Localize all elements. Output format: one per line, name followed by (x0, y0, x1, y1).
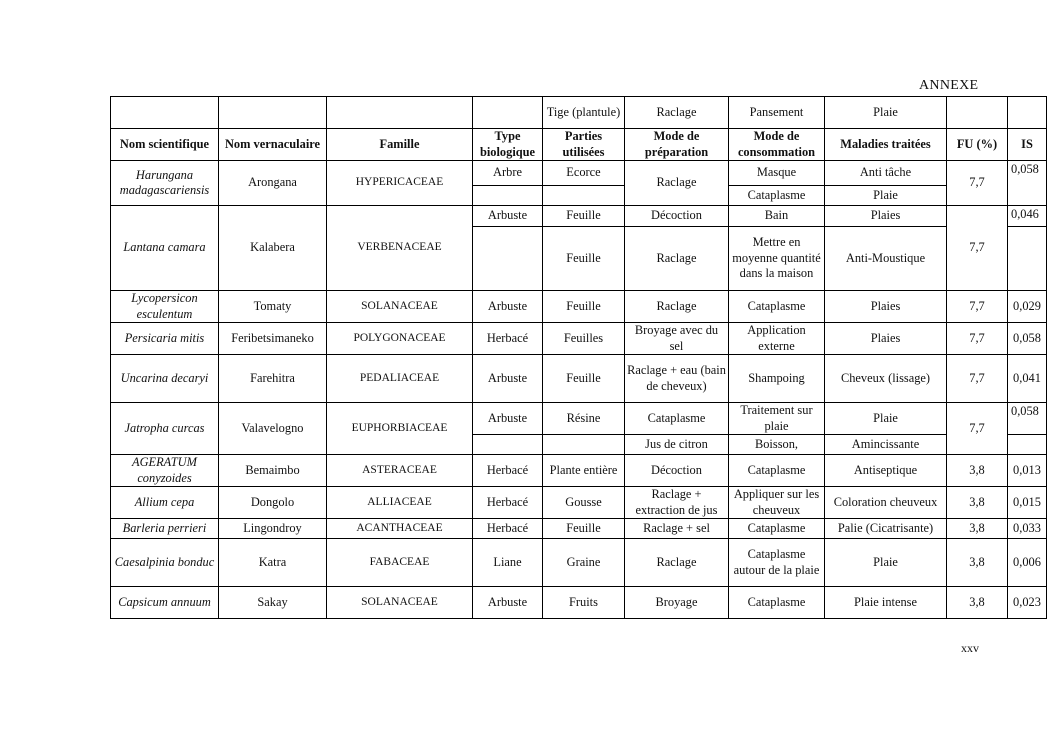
table-row (111, 539, 1047, 587)
is-value: 0,041 (1008, 355, 1047, 403)
preparation-mode: Raclage (625, 227, 729, 291)
preparation-mode: Décoction (625, 455, 729, 487)
preparation-mode: Raclage + eau (bain de cheveux) (625, 355, 729, 403)
annex-heading: ANNEXE (919, 78, 979, 93)
column-header: Mode de consommation (729, 129, 825, 161)
table-row (111, 587, 1047, 619)
table-row (111, 323, 1047, 355)
family: SOLANACEAE (327, 291, 473, 323)
biological-type: Arbre (473, 161, 543, 186)
fu-value: 3,8 (947, 519, 1008, 539)
plant-part: Feuille (543, 291, 625, 323)
is-value: 0,058 (1008, 403, 1047, 435)
family: VERBENACEAE (327, 206, 473, 291)
pre-header-empty (947, 97, 1008, 129)
consumption-mode: Boisson, (729, 435, 825, 455)
scientific-name: Harungana madagascariensis (111, 161, 219, 206)
empty-cell (543, 186, 625, 206)
fu-value: 3,8 (947, 487, 1008, 519)
header-row (111, 129, 1047, 161)
vernacular-name: Feribetsimaneko (219, 323, 327, 355)
vernacular-name: Dongolo (219, 487, 327, 519)
biological-type: Herbacé (473, 323, 543, 355)
pre-header-pansement: Pansement (729, 97, 825, 129)
column-header: FU (%) (947, 129, 1008, 161)
column-header: Famille (327, 129, 473, 161)
biological-type: Herbacé (473, 519, 543, 539)
table-row (111, 403, 1047, 435)
vernacular-name: Tomaty (219, 291, 327, 323)
family: ALLIACEAE (327, 487, 473, 519)
is-value: 0,029 (1008, 291, 1047, 323)
plant-part: Feuille (543, 355, 625, 403)
empty-cell (473, 186, 543, 206)
consumption-mode: Application externe (729, 323, 825, 355)
table-row (111, 355, 1047, 403)
pre-header-empty (219, 97, 327, 129)
vernacular-name: Farehitra (219, 355, 327, 403)
treated-disease: Plaies (825, 206, 947, 227)
preparation-mode: Broyage (625, 587, 729, 619)
consumption-mode: Traitement sur plaie (729, 403, 825, 435)
consumption-mode: Cataplasme (729, 519, 825, 539)
vernacular-name: Katra (219, 539, 327, 587)
treated-disease: Anti tâche (825, 161, 947, 186)
plants-table (110, 96, 1047, 619)
pre-header-empty (111, 97, 219, 129)
family: ASTERACEAE (327, 455, 473, 487)
treated-disease: Plaie intense (825, 587, 947, 619)
scientific-name: Capsicum annuum (111, 587, 219, 619)
table-row (111, 206, 1047, 227)
pre-header-empty (1008, 97, 1047, 129)
fu-value: 7,7 (947, 355, 1008, 403)
scientific-name: Jatropha curcas (111, 403, 219, 455)
plant-part: Fruits (543, 587, 625, 619)
consumption-mode: Cataplasme (729, 455, 825, 487)
preparation-mode: Broyage avec du sel (625, 323, 729, 355)
biological-type: Liane (473, 539, 543, 587)
treated-disease: Plaie (825, 403, 947, 435)
consumption-mode: Mettre en moyenne quantité dans la maison (729, 227, 825, 291)
preparation-mode: Raclage + extraction de jus (625, 487, 729, 519)
is-value: 0,058 (1008, 161, 1047, 206)
plant-part: Feuille (543, 206, 625, 227)
preparation-mode: Jus de citron (625, 435, 729, 455)
fu-value: 7,7 (947, 291, 1008, 323)
family: FABACEAE (327, 539, 473, 587)
treated-disease: Antiseptique (825, 455, 947, 487)
consumption-mode: Masque (729, 161, 825, 186)
column-header: IS (1008, 129, 1047, 161)
biological-type: Arbuste (473, 403, 543, 435)
column-header: Parties utilisées (543, 129, 625, 161)
vernacular-name: Kalabera (219, 206, 327, 291)
plant-part: Feuilles (543, 323, 625, 355)
preparation-mode: Raclage (625, 539, 729, 587)
column-header: Type biologique (473, 129, 543, 161)
vernacular-name: Arongana (219, 161, 327, 206)
family: EUPHORBIACEAE (327, 403, 473, 455)
table-row (111, 519, 1047, 539)
preparation-mode: Raclage + sel (625, 519, 729, 539)
vernacular-name: Valavelogno (219, 403, 327, 455)
scientific-name: Persicaria mitis (111, 323, 219, 355)
is-value: 0,015 (1008, 487, 1047, 519)
consumption-mode: Appliquer sur les cheuveux (729, 487, 825, 519)
family: PEDALIACEAE (327, 355, 473, 403)
fu-value: 7,7 (947, 403, 1008, 455)
scientific-name: AGERATUM conyzoides (111, 455, 219, 487)
treated-disease: Plaie (825, 186, 947, 206)
biological-type: Herbacé (473, 455, 543, 487)
empty-cell (1008, 435, 1047, 455)
fu-value: 7,7 (947, 161, 1008, 206)
plant-part: Feuille (543, 519, 625, 539)
fu-value: 3,8 (947, 539, 1008, 587)
plant-part: Résine (543, 403, 625, 435)
treated-disease: Cheveux (lissage) (825, 355, 947, 403)
pre-header-empty (327, 97, 473, 129)
pre-header-tige: Tige (plantule) (543, 97, 625, 129)
vernacular-name: Sakay (219, 587, 327, 619)
biological-type: Herbacé (473, 487, 543, 519)
treated-disease: Plaies (825, 291, 947, 323)
treated-disease: Plaie (825, 539, 947, 587)
table-row (111, 291, 1047, 323)
plant-part: Feuille (543, 227, 625, 291)
fu-value: 3,8 (947, 455, 1008, 487)
biological-type: Arbuste (473, 206, 543, 227)
column-header: Mode de préparation (625, 129, 729, 161)
empty-cell (473, 435, 543, 455)
vernacular-name: Lingondroy (219, 519, 327, 539)
biological-type: Arbuste (473, 587, 543, 619)
consumption-mode: Cataplasme (729, 291, 825, 323)
pre-header-empty (473, 97, 543, 129)
column-header: Nom scientifique (111, 129, 219, 161)
treated-disease: Coloration cheuveux (825, 487, 947, 519)
treated-disease: Plaies (825, 323, 947, 355)
biological-type: Arbuste (473, 355, 543, 403)
biological-type: Arbuste (473, 291, 543, 323)
consumption-mode: Shampoing (729, 355, 825, 403)
is-value: 0,033 (1008, 519, 1047, 539)
is-value: 0,023 (1008, 587, 1047, 619)
scientific-name: Lantana camara (111, 206, 219, 291)
treated-disease: Palie (Cicatrisante) (825, 519, 947, 539)
plant-part: Gousse (543, 487, 625, 519)
plant-part: Plante entière (543, 455, 625, 487)
column-header: Nom vernaculaire (219, 129, 327, 161)
fu-value: 7,7 (947, 323, 1008, 355)
consumption-mode: Cataplasme (729, 587, 825, 619)
consumption-mode: Bain (729, 206, 825, 227)
table-row (111, 487, 1047, 519)
page-number: xxv (961, 641, 979, 655)
scientific-name: Caesalpinia bonduc (111, 539, 219, 587)
scientific-name: Uncarina decaryi (111, 355, 219, 403)
preparation-mode: Cataplasme (625, 403, 729, 435)
fu-value: 7,7 (947, 206, 1008, 291)
family: POLYGONACEAE (327, 323, 473, 355)
plant-part: Ecorce (543, 161, 625, 186)
empty-cell (1008, 227, 1047, 291)
consumption-mode: Cataplasme autour de la plaie (729, 539, 825, 587)
scientific-name: Lycopersicon esculentum (111, 291, 219, 323)
empty-cell (543, 435, 625, 455)
preparation-mode: Raclage (625, 161, 729, 206)
empty-cell (473, 227, 543, 291)
is-value: 0,046 (1008, 206, 1047, 227)
plant-part: Graine (543, 539, 625, 587)
treated-disease: Amincissante (825, 435, 947, 455)
family: HYPERICACEAE (327, 161, 473, 206)
table-row (111, 161, 1047, 186)
is-value: 0,058 (1008, 323, 1047, 355)
scientific-name: Barleria perrieri (111, 519, 219, 539)
table-row (111, 455, 1047, 487)
is-value: 0,006 (1008, 539, 1047, 587)
fu-value: 3,8 (947, 587, 1008, 619)
consumption-mode: Cataplasme (729, 186, 825, 206)
preparation-mode: Décoction (625, 206, 729, 227)
is-value: 0,013 (1008, 455, 1047, 487)
column-header: Maladies traitées (825, 129, 947, 161)
pre-header-raclage: Raclage (625, 97, 729, 129)
family: ACANTHACEAE (327, 519, 473, 539)
preparation-mode: Raclage (625, 291, 729, 323)
vernacular-name: Bemaimbo (219, 455, 327, 487)
treated-disease: Anti-Moustique (825, 227, 947, 291)
family: SOLANACEAE (327, 587, 473, 619)
pre-header-plaie: Plaie (825, 97, 947, 129)
pre-header-row (111, 97, 1047, 129)
scientific-name: Allium cepa (111, 487, 219, 519)
